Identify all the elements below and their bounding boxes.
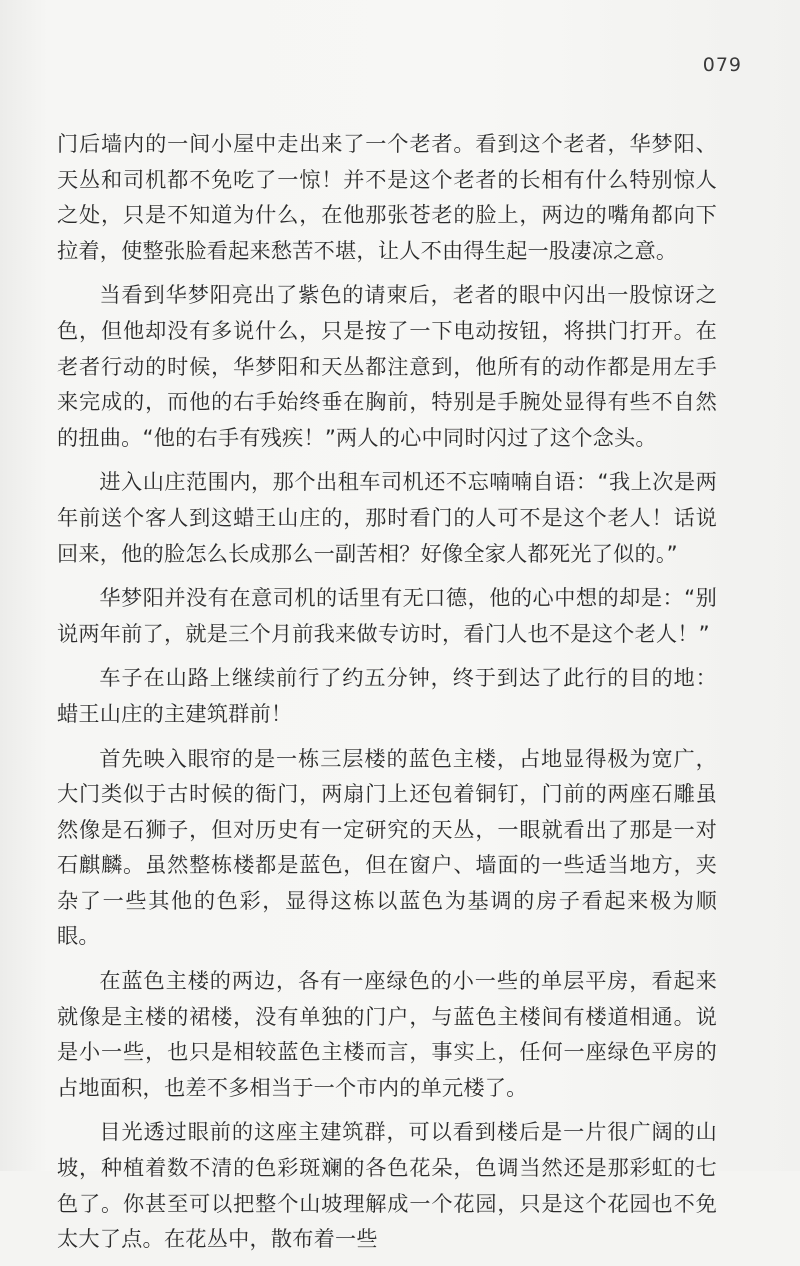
- paragraph: 华梦阳并没有在意司机的话里有无口德，他的心中想的却是：“别说两年前了，就是三个月前我来做专访时，看门人也不是这个老人！”: [57, 585, 717, 646]
- page-number: 079: [702, 54, 742, 76]
- paragraph: 当看到华梦阳亮出了紫色的请柬后，老者的眼中闪出一股惊讶之色，但他却没有多说什么，只是按了一下电动按钮，将拱门打开。在老者行动的时候，华梦阳和天丛都注意到，他所有的动作都是用左手来完成的，而他的右手始终垂在胸前，特别是手腕处显得有些不自然的扭曲。“他的右手有残疾！”两人的心中同时闪过了这个念头。: [57, 282, 717, 450]
- paragraph: 在蓝色主楼的两边，各有一座绿色的小一些的单层平房，看起来就像是主楼的裙楼，没有单独的门户，与蓝色主楼间有楼道相通。说是小一些，也只是相较蓝色主楼而言，事实上，任何一座绿色平房的占地面积，也差不多相当于一个市内的单元楼了。: [57, 968, 717, 1100]
- paragraph: 目光透过眼前的这座主建筑群，可以看到楼后是一片很广阔的山坡，种植着数不清的色彩斑斓的各色花朵，色调当然还是那彩虹的七色了。你甚至可以把整个山坡理解成一个花园，只是这个花园也不免太大了点。在花丛中，散布着一些: [57, 1119, 717, 1252]
- paragraph: 门后墙内的一间小屋中走出来了一个老者。看到这个老者，华梦阳、天丛和司机都不免吃了一惊！并不是这个老者的长相有什么特别惊人之处，只是不知道为什么，在他那张苍老的脸上，两边的嘴角都向下拉着，使整张脸看起来愁苦不堪，让人不由得生起一股凄凉之意。: [57, 131, 717, 263]
- paragraph: 进入山庄范围内，那个出租车司机还不忘喃喃自语：“我上次是两年前送个客人到这蜡王山庄的，那时看门的人可不是这个老人！话说回来，他的脸怎么长成那么一副苦相？好像全家人都死光了似的。”: [57, 469, 717, 566]
- paragraph: 首先映入眼帘的是一栋三层楼的蓝色主楼，占地显得极为宽广，大门类似于古时候的衙门，两扇门上还包着铜钉，门前的两座石雕虽然像是石狮子，但对历史有一定研究的天丛，一眼就看出了那是一对石麒麟。虽然整栋楼都是蓝色，但在窗户、墙面的一些适当地方，夹杂了一些其他的色彩，显得这栋以蓝色为基调的房子看起来极为顺眼。: [57, 745, 717, 949]
- paragraph: 车子在山路上继续前行了约五分钟，终于到达了此行的目的地：蜡王山庄的主建筑群前！: [57, 665, 717, 726]
- body-text: [57, 126, 717, 1266]
